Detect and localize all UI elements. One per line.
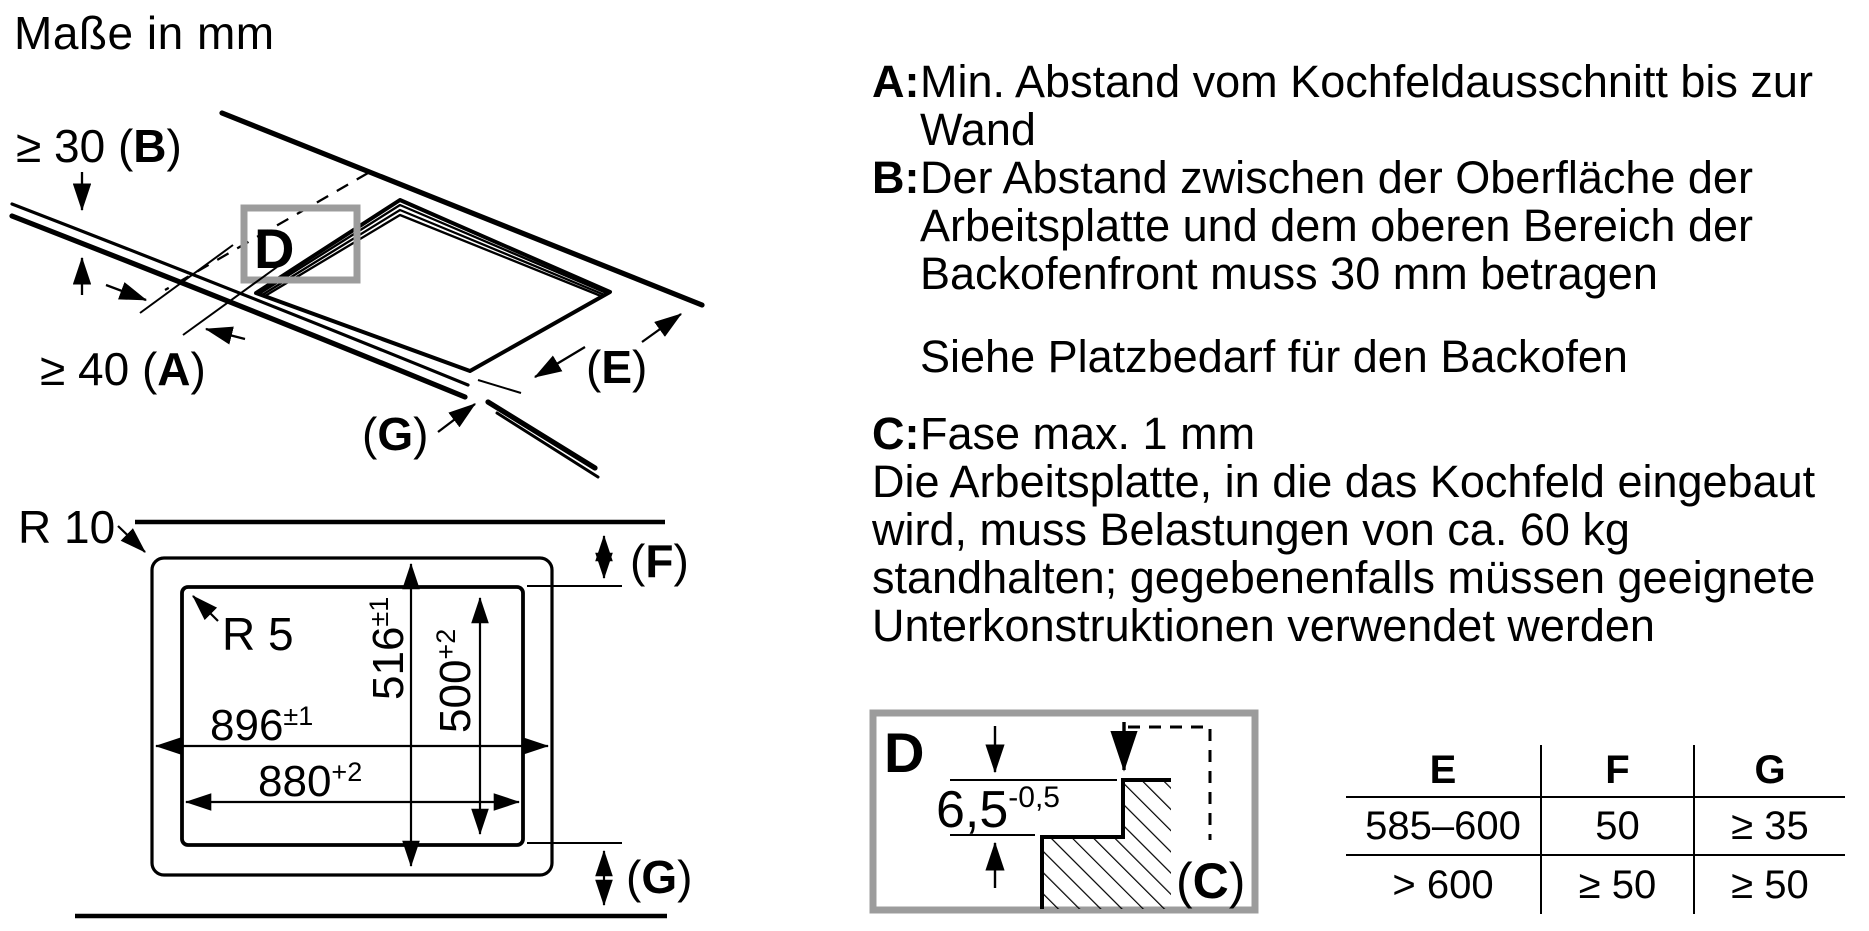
dim-a-tick-1 — [140, 245, 233, 313]
dimensions-table — [1346, 745, 1845, 914]
cutout-opening — [256, 200, 610, 371]
note-c — [872, 410, 1255, 458]
oven-front-top-line — [488, 402, 595, 468]
note-text: Siehe Platzbedarf für den Backofen — [920, 331, 1628, 382]
oven-front-bottom-line — [497, 413, 598, 477]
page-title: Maße in mm — [14, 7, 275, 59]
plan-dimension-lines — [118, 526, 622, 905]
note-text: Der Abstand zwischen der Oberfläche der — [920, 152, 1753, 203]
table-header-f: F — [1540, 745, 1695, 798]
note-text: Arbeitsplatte und dem oberen Bereich der — [920, 200, 1754, 251]
detail-d-callout-letter: D — [254, 217, 295, 280]
note-ab — [872, 58, 1813, 298]
dim-516-label: $516^{\pm 1}$ — [364, 596, 413, 700]
note-line — [872, 106, 1813, 154]
table-cell: ≥ 50 — [1540, 856, 1695, 914]
isometric-installation-diagram — [0, 95, 712, 480]
dim-a-arrow-1 — [106, 285, 146, 300]
dim-a-arrow-2 — [206, 329, 245, 339]
dim-880-label: $880^{+2}$ — [258, 757, 363, 806]
dim-b-label: ≥ 30 (B) — [16, 120, 182, 172]
radius-outer-label: R 10 — [18, 501, 116, 553]
plan-outlines — [75, 522, 667, 916]
table-header-e: E — [1346, 745, 1540, 798]
radius-inner-arrow — [193, 596, 218, 621]
table-cell: 50 — [1540, 798, 1695, 856]
note-line — [872, 410, 1255, 458]
note-label-b: B: — [872, 152, 920, 203]
note-text: Min. Abstand vom Kochfeldausschnitt bis zur — [920, 56, 1813, 107]
note-see — [920, 333, 1628, 381]
dim-g-label: (G) — [362, 408, 429, 460]
table-header-g: G — [1695, 745, 1845, 798]
table-cell: ≥ 35 — [1695, 798, 1845, 856]
note-line — [872, 202, 1813, 250]
detail-dim-label: $6,5^{-0,5}$ — [936, 781, 1060, 839]
dim-a-label: ≥ 40 (A) — [40, 343, 206, 395]
table-cell: 585–600 — [1346, 798, 1540, 856]
note-text: Fase max. 1 mm — [920, 408, 1256, 459]
dim-500-label: $500^{+2}$ — [431, 628, 480, 733]
radius-inner-label: R 5 — [222, 608, 294, 660]
dim-e-arrow-inner — [535, 347, 585, 377]
dim-e-extension-line — [478, 380, 521, 393]
table-cell: ≥ 50 — [1731, 862, 1809, 907]
note-text: Wand — [920, 104, 1036, 155]
dim-g-label: (G) — [626, 851, 693, 903]
dim-e-label: (E) — [586, 341, 648, 393]
note-text: Unterkonstruktionen verwendet werden — [872, 600, 1655, 651]
detail-d-diagram — [860, 700, 1270, 931]
cutout-outer-edge — [256, 200, 610, 371]
worktop-section-hatch — [1042, 780, 1171, 909]
note-line — [872, 250, 1813, 298]
cutout-plan-diagram — [0, 495, 700, 931]
detail-marker-letter: D — [884, 721, 925, 784]
dim-e-arrow-wall — [642, 314, 681, 342]
table-cell: > 600 — [1392, 862, 1494, 907]
note-load — [872, 458, 1815, 650]
radius-outer-arrow — [118, 526, 145, 552]
note-line — [872, 58, 1813, 106]
dim-896-label: $896^{\pm 1}$ — [210, 701, 314, 750]
note-label-a: A: — [872, 56, 920, 107]
note-text: wird, muss Belastungen von ca. 60 kg — [872, 504, 1630, 555]
dim-g-arrow — [438, 404, 475, 432]
dim-f-label: (F) — [630, 535, 689, 587]
note-label-c: C: — [872, 408, 920, 459]
note-text: standhalten; gegebenenfalls müssen geeignete — [872, 552, 1816, 603]
note-line — [872, 154, 1813, 202]
detail-c-label: (C) — [1176, 853, 1246, 909]
note-text: Die Arbeitsplatte, in die das Kochfeld eingebaut — [872, 456, 1816, 507]
note-text: Backofenfront muss 30 mm betragen — [920, 248, 1658, 299]
